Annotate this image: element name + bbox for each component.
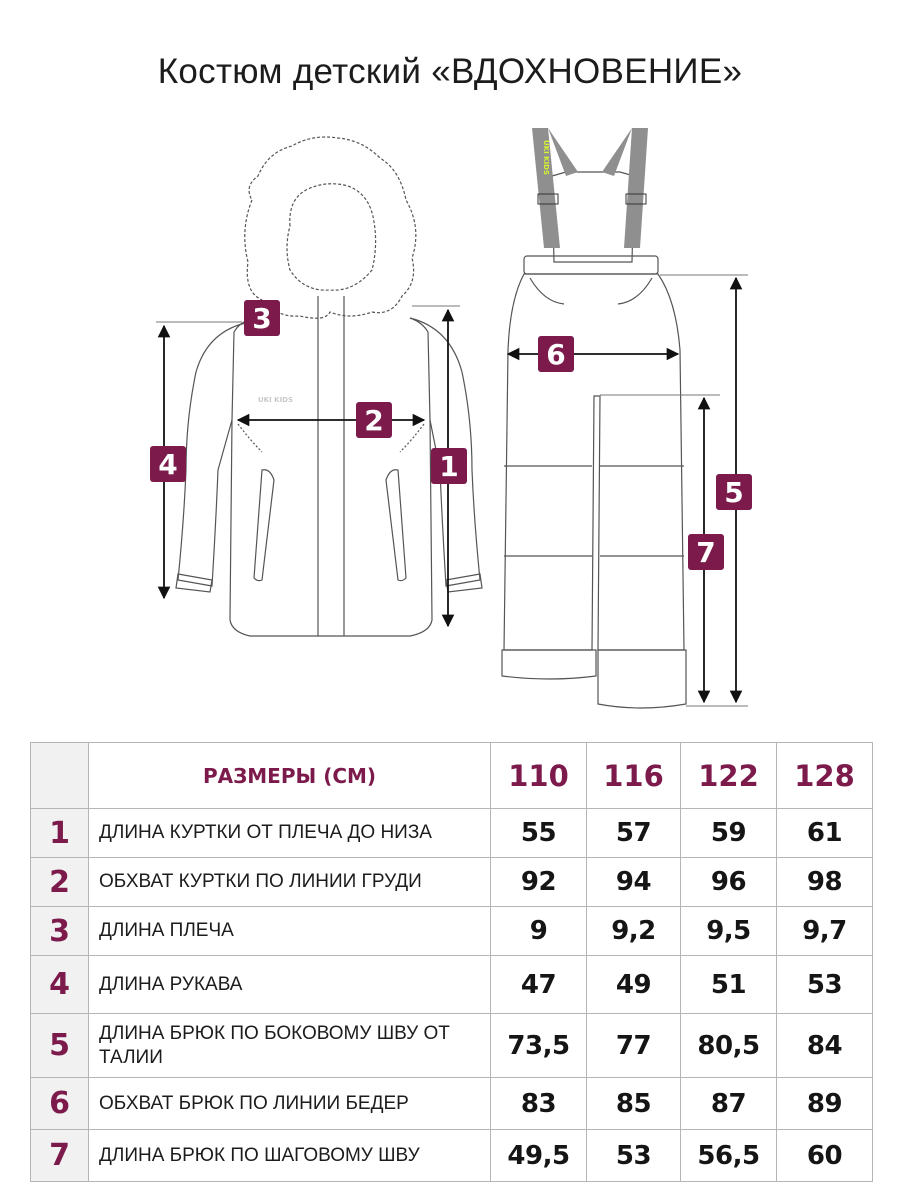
marker-2 (356, 402, 392, 438)
cell-value: 87 (681, 1078, 777, 1130)
cell-value: 83 (491, 1078, 587, 1130)
cell-value: 55 (491, 809, 587, 858)
size-header: 128 (777, 743, 873, 809)
cell-value: 73,5 (491, 1014, 587, 1078)
marker-3 (244, 300, 280, 336)
svg-text:3: 3 (252, 302, 272, 335)
row-label: ОБХВАТ БРЮК ПО ЛИНИИ БЕДЕР (89, 1078, 491, 1130)
cell-value: 59 (681, 809, 777, 858)
cell-value: 89 (777, 1078, 873, 1130)
cell-value: 57 (587, 809, 681, 858)
cell-value: 77 (587, 1014, 681, 1078)
cell-value: 60 (777, 1130, 873, 1182)
measurement-lines (156, 275, 748, 706)
cell-value: 80,5 (681, 1014, 777, 1078)
size-header: 122 (681, 743, 777, 809)
pants-drawing (502, 172, 686, 708)
table-row (31, 956, 873, 1014)
cell-value: 53 (587, 1130, 681, 1182)
table-row (31, 1078, 873, 1130)
cell-value: 9,5 (681, 907, 777, 956)
svg-text:6: 6 (546, 338, 566, 371)
svg-text:2: 2 (364, 404, 384, 437)
row-label: ДЛИНА КУРТКИ ОТ ПЛЕЧА ДО НИЗА (89, 809, 491, 858)
cell-value: 61 (777, 809, 873, 858)
row-number: 2 (31, 858, 89, 907)
table-row (31, 1014, 873, 1078)
cell-value: 96 (681, 858, 777, 907)
cell-value: 9,7 (777, 907, 873, 956)
jacket-brand-text: UKI KIDS (258, 396, 294, 404)
cell-value: 49 (587, 956, 681, 1014)
cell-value: 92 (491, 858, 587, 907)
size-header: 110 (491, 743, 587, 809)
svg-text:7: 7 (696, 536, 716, 569)
page-title: Костюм детский «ВДОХНОВЕНИЕ» (157, 52, 743, 91)
cell-value: 94 (587, 858, 681, 907)
svg-text:4: 4 (158, 448, 178, 481)
garment-drawing (0, 120, 900, 720)
cell-value: 53 (777, 956, 873, 1014)
table-row (31, 1130, 873, 1182)
table-header-row (31, 743, 873, 809)
row-number: 3 (31, 907, 89, 956)
row-number: 7 (31, 1130, 89, 1182)
size-header: 116 (587, 743, 681, 809)
row-number: 4 (31, 956, 89, 1014)
cell-value: 47 (491, 956, 587, 1014)
table-row (31, 907, 873, 956)
table-corner-cell (31, 743, 89, 809)
marker-1 (431, 448, 467, 484)
marker-5 (716, 474, 752, 510)
marker-6 (538, 336, 574, 372)
jacket-drawing (176, 137, 482, 636)
row-label: ДЛИНА БРЮК ПО ШАГОВОМУ ШВУ (89, 1130, 491, 1182)
row-label: ОБХВАТ КУРТКИ ПО ЛИНИИ ГРУДИ (89, 858, 491, 907)
marker-4 (150, 446, 186, 482)
cell-value: 84 (777, 1014, 873, 1078)
cell-value: 9,2 (587, 907, 681, 956)
row-number: 6 (31, 1078, 89, 1130)
row-number: 1 (31, 809, 89, 858)
sizes-header-label: РАЗМЕРЫ (СМ) (89, 743, 491, 809)
row-label: ДЛИНА ПЛЕЧА (89, 907, 491, 956)
cell-value: 9 (491, 907, 587, 956)
row-number: 5 (31, 1014, 89, 1078)
cell-value: 85 (587, 1078, 681, 1130)
marker-7 (688, 534, 724, 570)
svg-text:1: 1 (439, 450, 459, 483)
row-label: ДЛИНА БРЮК ПО БОКОВОМУ ШВУ ОТ ТАЛИИ (89, 1014, 491, 1078)
cell-value: 51 (681, 956, 777, 1014)
table-row (31, 858, 873, 907)
strap-brand-text: UKI KIDS (542, 140, 550, 176)
size-table (30, 742, 873, 1182)
row-label: ДЛИНА РУКАВА (89, 956, 491, 1014)
svg-text:5: 5 (724, 476, 744, 509)
cell-value: 98 (777, 858, 873, 907)
table-row (31, 809, 873, 858)
cell-value: 56,5 (681, 1130, 777, 1182)
cell-value: 49,5 (491, 1130, 587, 1182)
